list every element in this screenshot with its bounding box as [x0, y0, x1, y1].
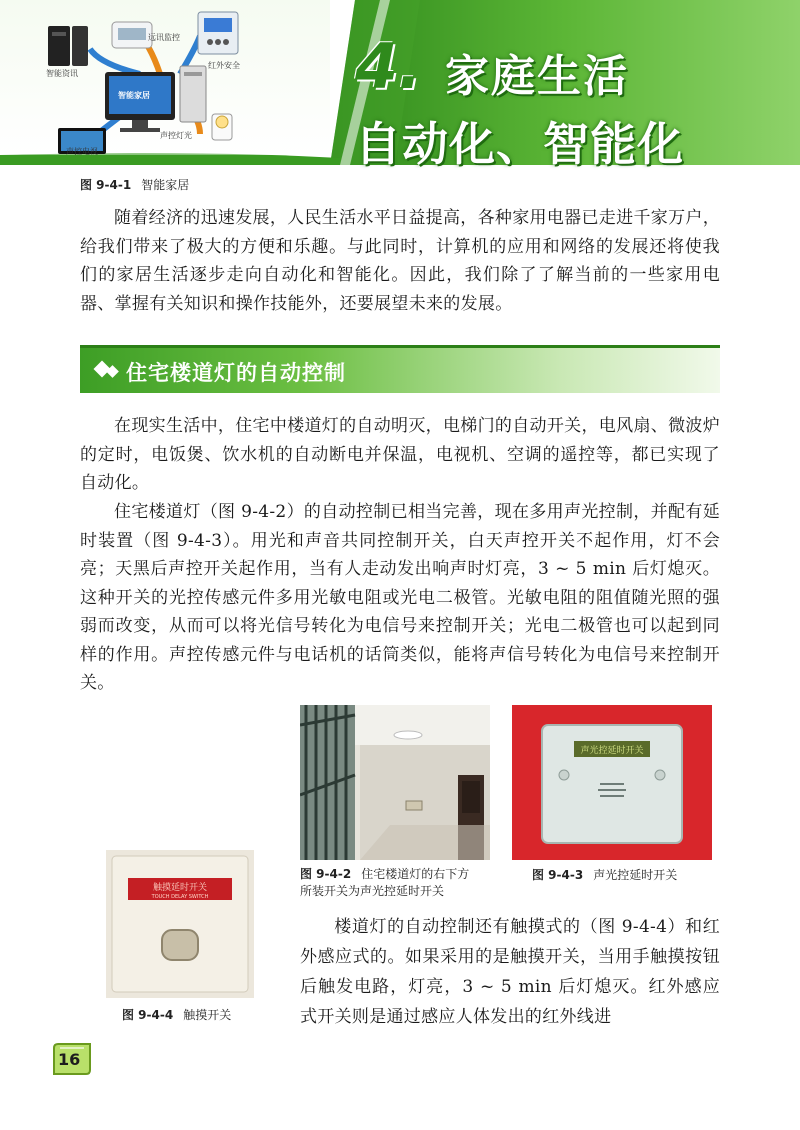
figure-title-line2: 所装开关为声光控延时开关 — [300, 884, 445, 898]
diagram-label-remote-comm: 远讯监控 — [148, 33, 180, 42]
section-paragraph-3 — [300, 912, 720, 1032]
figure-caption-9-4-2 — [300, 866, 500, 900]
chapter-title-line1: 家庭生活 — [445, 51, 629, 102]
figure-number: 图 9-4-1 — [80, 178, 132, 192]
figure-number: 图 9-4-4 — [122, 1008, 174, 1022]
stairwell-photo — [300, 705, 490, 860]
diagram-label-smart-home: 智能家居 — [118, 91, 150, 100]
diagram-label-voice-light: 声控灯光 — [160, 131, 192, 140]
section-paragraph-2: 住宅楼道灯（图 9-4-2）的自动控制已相当完善，现在多用声光控制，并配有延时装置（图 9-4-3）。用光和声音共同控制开关，白天声控开关不起作用，灯不会亮；天黑后声控开关起作用，当有人走动发出响声时灯亮，3 ~ 5 min 后灯熄灭。这种开关的光控传感元件多用光敏电阻或光电二极管。光敏电阻的阻值随光照的强弱而改变，从而可以将光信号转化为电信号来控制开关；光电二极管也可以起到同样的作用。声控传感元件与电话机的话筒类似，能将声信号转化为电信号来控制开关。 — [80, 502, 720, 693]
smart-home-diagram — [20, 4, 350, 162]
sound-light-switch-photo — [512, 705, 712, 860]
page-number: 16 — [58, 1050, 81, 1069]
chapter-header — [0, 0, 800, 171]
chapter-title — [355, 30, 795, 170]
figure-caption-9-4-3 — [532, 866, 677, 883]
section-paragraph-3-text: 楼道灯的自动控制还有触摸式的（图 9-4-4）和红外感应式的。如果采用的是触摸开关，当用手触摸按钮后触发电路，灯亮，3 ~ 5 min 后灯熄灭。红外感应式开关则是通过感应人体发出的红外线进 — [300, 917, 720, 1027]
figure-title: 智能家居 — [141, 178, 190, 192]
figure-title: 触摸开关 — [183, 1008, 232, 1022]
touch-switch-sign-cn: 触摸延时开关 — [152, 883, 208, 893]
chapter-title-line2: 自动化、智能化 — [355, 117, 684, 171]
page-number-badge — [50, 1042, 94, 1076]
figure-title: 声光控延时开关 — [593, 868, 678, 882]
figure-number: 图 9-4-2 — [300, 867, 352, 881]
section-paragraph-1: 在现实生活中，住宅中楼道灯的自动明灭，电梯门的自动开关，电风扇、微波炉的定时，电饭煲、饮水机的自动断电并保温，电视机、空调的遥控等，都已实现了自动化。 — [80, 416, 720, 493]
figure-title-line1: 住宅楼道灯的右下方 — [361, 867, 470, 881]
diagram-label-voice-tv: 声控电视 — [66, 147, 98, 156]
diagram-label-infrared-security: 红外安全 — [208, 61, 240, 70]
figure-number: 图 9-4-3 — [532, 868, 584, 882]
chapter-number: 4. — [355, 30, 422, 103]
touch-switch-photo — [106, 850, 254, 998]
section-title: 住宅楼道灯的自动控制 — [126, 361, 346, 385]
figure-caption-9-4-4 — [122, 1006, 231, 1023]
figure-caption-9-4-1 — [80, 176, 189, 193]
section-heading-bar — [80, 345, 720, 393]
touch-switch-sign-en: TOUCH DELAY SWITCH — [151, 894, 209, 900]
diagram-label-smart-info: 智能资讯 — [46, 69, 78, 78]
intro-paragraph: 随着经济的迅速发展，人民生活水平日益提高，各种家用电器已走进千家万户，给我们带来了极大的方便和乐趣。与此同时，计算机的应用和网络的发展还将使我们的家居生活逐步走向自动化和智能化。因此，我们除了了解当前的一些家用电器、掌握有关知识和操作技能外，还要展望未来的发展。 — [80, 208, 720, 314]
switch-label-text: 声光控延时开关 — [580, 746, 644, 756]
